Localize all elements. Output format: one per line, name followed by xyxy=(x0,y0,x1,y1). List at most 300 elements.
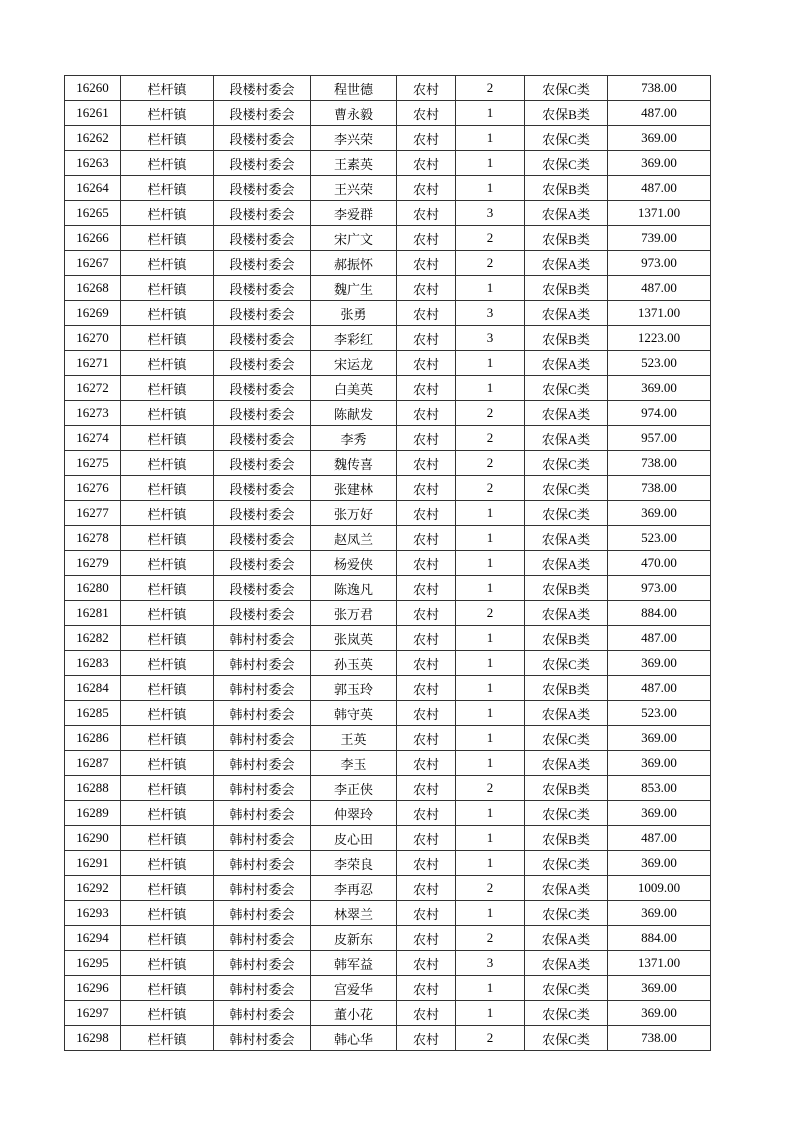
cell-count: 1 xyxy=(456,551,525,576)
table-row xyxy=(65,551,711,576)
cell-town: 栏杆镇 xyxy=(121,76,214,101)
cell-type: 农村 xyxy=(397,151,456,176)
cell-count: 1 xyxy=(456,151,525,176)
cell-count: 1 xyxy=(456,976,525,1001)
table-row xyxy=(65,226,711,251)
cell-town: 栏杆镇 xyxy=(121,176,214,201)
cell-id: 16283 xyxy=(65,651,121,676)
table-row xyxy=(65,301,711,326)
cell-count: 2 xyxy=(456,451,525,476)
cell-town: 栏杆镇 xyxy=(121,526,214,551)
cell-town: 栏杆镇 xyxy=(121,676,214,701)
cell-village: 段楼村委会 xyxy=(214,101,311,126)
cell-count: 1 xyxy=(456,826,525,851)
cell-type: 农村 xyxy=(397,926,456,951)
cell-id: 16267 xyxy=(65,251,121,276)
cell-id: 16286 xyxy=(65,726,121,751)
cell-type: 农村 xyxy=(397,76,456,101)
cell-category: 农保C类 xyxy=(525,376,608,401)
cell-count: 1 xyxy=(456,1001,525,1026)
cell-category: 农保A类 xyxy=(525,701,608,726)
cell-type: 农村 xyxy=(397,526,456,551)
cell-id: 16281 xyxy=(65,601,121,626)
cell-town: 栏杆镇 xyxy=(121,976,214,1001)
cell-name: 郝振怀 xyxy=(311,251,397,276)
cell-town: 栏杆镇 xyxy=(121,701,214,726)
cell-category: 农保B类 xyxy=(525,776,608,801)
cell-name: 杨爱侠 xyxy=(311,551,397,576)
cell-amount: 884.00 xyxy=(608,601,711,626)
table-row xyxy=(65,276,711,301)
cell-name: 李彩红 xyxy=(311,326,397,351)
cell-id: 16269 xyxy=(65,301,121,326)
cell-village: 段楼村委会 xyxy=(214,601,311,626)
cell-amount: 487.00 xyxy=(608,101,711,126)
cell-name: 陈逸凡 xyxy=(311,576,397,601)
cell-type: 农村 xyxy=(397,226,456,251)
cell-id: 16296 xyxy=(65,976,121,1001)
cell-id: 16282 xyxy=(65,626,121,651)
cell-name: 宋广文 xyxy=(311,226,397,251)
cell-category: 农保B类 xyxy=(525,101,608,126)
cell-village: 段楼村委会 xyxy=(214,526,311,551)
cell-category: 农保A类 xyxy=(525,351,608,376)
cell-village: 段楼村委会 xyxy=(214,551,311,576)
cell-name: 林翠兰 xyxy=(311,901,397,926)
cell-category: 农保B类 xyxy=(525,626,608,651)
cell-id: 16291 xyxy=(65,851,121,876)
cell-count: 1 xyxy=(456,751,525,776)
cell-amount: 739.00 xyxy=(608,226,711,251)
cell-village: 韩村村委会 xyxy=(214,1026,311,1051)
cell-category: 农保B类 xyxy=(525,226,608,251)
cell-id: 16295 xyxy=(65,951,121,976)
cell-name: 李再忍 xyxy=(311,876,397,901)
cell-id: 16293 xyxy=(65,901,121,926)
table-row xyxy=(65,576,711,601)
cell-type: 农村 xyxy=(397,551,456,576)
cell-count: 3 xyxy=(456,326,525,351)
cell-count: 3 xyxy=(456,201,525,226)
cell-village: 韩村村委会 xyxy=(214,926,311,951)
cell-count: 2 xyxy=(456,1026,525,1051)
cell-category: 农保B类 xyxy=(525,276,608,301)
cell-type: 农村 xyxy=(397,826,456,851)
cell-id: 16294 xyxy=(65,926,121,951)
cell-village: 韩村村委会 xyxy=(214,726,311,751)
cell-id: 16271 xyxy=(65,351,121,376)
table-row xyxy=(65,351,711,376)
cell-category: 农保A类 xyxy=(525,751,608,776)
cell-type: 农村 xyxy=(397,1001,456,1026)
cell-count: 1 xyxy=(456,676,525,701)
cell-id: 16287 xyxy=(65,751,121,776)
cell-name: 郭玉玲 xyxy=(311,676,397,701)
cell-type: 农村 xyxy=(397,101,456,126)
table-row xyxy=(65,251,711,276)
cell-amount: 369.00 xyxy=(608,901,711,926)
cell-category: 农保A类 xyxy=(525,601,608,626)
cell-village: 段楼村委会 xyxy=(214,351,311,376)
cell-category: 农保C类 xyxy=(525,901,608,926)
cell-name: 韩守英 xyxy=(311,701,397,726)
cell-town: 栏杆镇 xyxy=(121,476,214,501)
cell-village: 段楼村委会 xyxy=(214,576,311,601)
cell-amount: 470.00 xyxy=(608,551,711,576)
table-row xyxy=(65,426,711,451)
cell-village: 段楼村委会 xyxy=(214,301,311,326)
cell-type: 农村 xyxy=(397,601,456,626)
cell-type: 农村 xyxy=(397,426,456,451)
cell-amount: 1371.00 xyxy=(608,951,711,976)
cell-type: 农村 xyxy=(397,351,456,376)
cell-category: 农保C类 xyxy=(525,1026,608,1051)
cell-amount: 369.00 xyxy=(608,501,711,526)
cell-count: 2 xyxy=(456,426,525,451)
cell-type: 农村 xyxy=(397,626,456,651)
cell-type: 农村 xyxy=(397,376,456,401)
cell-type: 农村 xyxy=(397,901,456,926)
cell-name: 皮心田 xyxy=(311,826,397,851)
cell-count: 3 xyxy=(456,301,525,326)
table-row xyxy=(65,126,711,151)
table-row xyxy=(65,176,711,201)
table-row xyxy=(65,676,711,701)
table-row xyxy=(65,951,711,976)
cell-count: 1 xyxy=(456,851,525,876)
cell-town: 栏杆镇 xyxy=(121,426,214,451)
cell-category: 农保B类 xyxy=(525,576,608,601)
cell-count: 2 xyxy=(456,401,525,426)
cell-id: 16298 xyxy=(65,1026,121,1051)
cell-name: 韩军益 xyxy=(311,951,397,976)
cell-town: 栏杆镇 xyxy=(121,301,214,326)
cell-id: 16273 xyxy=(65,401,121,426)
cell-id: 16274 xyxy=(65,426,121,451)
cell-category: 农保C类 xyxy=(525,1001,608,1026)
cell-name: 程世德 xyxy=(311,76,397,101)
cell-amount: 973.00 xyxy=(608,251,711,276)
cell-town: 栏杆镇 xyxy=(121,376,214,401)
cell-amount: 369.00 xyxy=(608,801,711,826)
cell-category: 农保C类 xyxy=(525,851,608,876)
cell-category: 农保C类 xyxy=(525,801,608,826)
cell-id: 16262 xyxy=(65,126,121,151)
cell-amount: 1371.00 xyxy=(608,201,711,226)
cell-amount: 369.00 xyxy=(608,151,711,176)
cell-amount: 1009.00 xyxy=(608,876,711,901)
cell-name: 陈献发 xyxy=(311,401,397,426)
cell-category: 农保A类 xyxy=(525,926,608,951)
cell-count: 1 xyxy=(456,626,525,651)
cell-town: 栏杆镇 xyxy=(121,801,214,826)
cell-town: 栏杆镇 xyxy=(121,401,214,426)
table-row xyxy=(65,1026,711,1051)
cell-count: 1 xyxy=(456,376,525,401)
table-row xyxy=(65,476,711,501)
cell-town: 栏杆镇 xyxy=(121,126,214,151)
cell-category: 农保A类 xyxy=(525,401,608,426)
cell-village: 段楼村委会 xyxy=(214,376,311,401)
cell-id: 16272 xyxy=(65,376,121,401)
cell-category: 农保B类 xyxy=(525,176,608,201)
cell-category: 农保C类 xyxy=(525,726,608,751)
cell-count: 1 xyxy=(456,651,525,676)
cell-category: 农保A类 xyxy=(525,201,608,226)
cell-type: 农村 xyxy=(397,801,456,826)
cell-village: 韩村村委会 xyxy=(214,676,311,701)
table-row xyxy=(65,451,711,476)
cell-category: 农保B类 xyxy=(525,826,608,851)
cell-name: 皮新东 xyxy=(311,926,397,951)
cell-count: 1 xyxy=(456,726,525,751)
cell-name: 曹永毅 xyxy=(311,101,397,126)
cell-type: 农村 xyxy=(397,576,456,601)
cell-type: 农村 xyxy=(397,726,456,751)
cell-town: 栏杆镇 xyxy=(121,1001,214,1026)
cell-town: 栏杆镇 xyxy=(121,351,214,376)
cell-village: 段楼村委会 xyxy=(214,501,311,526)
cell-amount: 369.00 xyxy=(608,976,711,1001)
cell-count: 1 xyxy=(456,801,525,826)
cell-amount: 738.00 xyxy=(608,451,711,476)
table-row xyxy=(65,651,711,676)
cell-id: 16278 xyxy=(65,526,121,551)
cell-type: 农村 xyxy=(397,401,456,426)
cell-town: 栏杆镇 xyxy=(121,251,214,276)
cell-village: 段楼村委会 xyxy=(214,201,311,226)
cell-village: 段楼村委会 xyxy=(214,426,311,451)
cell-town: 栏杆镇 xyxy=(121,576,214,601)
cell-name: 魏传喜 xyxy=(311,451,397,476)
cell-id: 16261 xyxy=(65,101,121,126)
table-row xyxy=(65,501,711,526)
cell-amount: 738.00 xyxy=(608,76,711,101)
records-tbody xyxy=(65,76,711,1051)
cell-count: 1 xyxy=(456,351,525,376)
cell-name: 孙玉英 xyxy=(311,651,397,676)
table-row xyxy=(65,851,711,876)
cell-name: 张万君 xyxy=(311,601,397,626)
cell-town: 栏杆镇 xyxy=(121,851,214,876)
cell-village: 段楼村委会 xyxy=(214,251,311,276)
cell-name: 赵凤兰 xyxy=(311,526,397,551)
cell-village: 韩村村委会 xyxy=(214,1001,311,1026)
cell-village: 韩村村委会 xyxy=(214,801,311,826)
cell-town: 栏杆镇 xyxy=(121,151,214,176)
table-row xyxy=(65,101,711,126)
cell-type: 农村 xyxy=(397,701,456,726)
cell-town: 栏杆镇 xyxy=(121,776,214,801)
cell-id: 16292 xyxy=(65,876,121,901)
cell-id: 16288 xyxy=(65,776,121,801)
cell-village: 段楼村委会 xyxy=(214,76,311,101)
cell-amount: 974.00 xyxy=(608,401,711,426)
cell-amount: 487.00 xyxy=(608,176,711,201)
cell-village: 韩村村委会 xyxy=(214,826,311,851)
table-row xyxy=(65,776,711,801)
table-row xyxy=(65,601,711,626)
cell-id: 16297 xyxy=(65,1001,121,1026)
cell-type: 农村 xyxy=(397,1026,456,1051)
cell-name: 仲翠玲 xyxy=(311,801,397,826)
cell-category: 农保C类 xyxy=(525,76,608,101)
cell-town: 栏杆镇 xyxy=(121,501,214,526)
cell-amount: 957.00 xyxy=(608,426,711,451)
cell-village: 段楼村委会 xyxy=(214,226,311,251)
cell-name: 王素英 xyxy=(311,151,397,176)
cell-village: 韩村村委会 xyxy=(214,651,311,676)
cell-amount: 1223.00 xyxy=(608,326,711,351)
cell-category: 农保C类 xyxy=(525,651,608,676)
cell-type: 农村 xyxy=(397,751,456,776)
cell-id: 16266 xyxy=(65,226,121,251)
cell-amount: 738.00 xyxy=(608,1026,711,1051)
cell-amount: 523.00 xyxy=(608,351,711,376)
cell-type: 农村 xyxy=(397,951,456,976)
table-row xyxy=(65,701,711,726)
cell-count: 1 xyxy=(456,101,525,126)
table-row xyxy=(65,526,711,551)
cell-type: 农村 xyxy=(397,276,456,301)
cell-id: 16268 xyxy=(65,276,121,301)
cell-count: 1 xyxy=(456,901,525,926)
cell-count: 2 xyxy=(456,876,525,901)
cell-village: 韩村村委会 xyxy=(214,876,311,901)
cell-amount: 523.00 xyxy=(608,701,711,726)
cell-count: 1 xyxy=(456,526,525,551)
cell-id: 16275 xyxy=(65,451,121,476)
cell-name: 李兴荣 xyxy=(311,126,397,151)
cell-village: 段楼村委会 xyxy=(214,451,311,476)
cell-id: 16270 xyxy=(65,326,121,351)
cell-village: 韩村村委会 xyxy=(214,751,311,776)
cell-type: 农村 xyxy=(397,651,456,676)
cell-count: 2 xyxy=(456,776,525,801)
cell-category: 农保A类 xyxy=(525,876,608,901)
cell-town: 栏杆镇 xyxy=(121,651,214,676)
cell-category: 农保C类 xyxy=(525,476,608,501)
cell-id: 16265 xyxy=(65,201,121,226)
cell-village: 韩村村委会 xyxy=(214,701,311,726)
cell-category: 农保B类 xyxy=(525,676,608,701)
cell-name: 李玉 xyxy=(311,751,397,776)
cell-category: 农保C类 xyxy=(525,501,608,526)
cell-id: 16260 xyxy=(65,76,121,101)
cell-type: 农村 xyxy=(397,251,456,276)
records-table xyxy=(64,75,711,1051)
table-row xyxy=(65,876,711,901)
cell-count: 2 xyxy=(456,76,525,101)
cell-count: 1 xyxy=(456,576,525,601)
cell-type: 农村 xyxy=(397,851,456,876)
cell-category: 农保B类 xyxy=(525,326,608,351)
cell-type: 农村 xyxy=(397,326,456,351)
cell-amount: 487.00 xyxy=(608,826,711,851)
cell-type: 农村 xyxy=(397,501,456,526)
table-row xyxy=(65,76,711,101)
cell-name: 宫爱华 xyxy=(311,976,397,1001)
cell-town: 栏杆镇 xyxy=(121,726,214,751)
cell-name: 魏广生 xyxy=(311,276,397,301)
cell-amount: 487.00 xyxy=(608,676,711,701)
cell-town: 栏杆镇 xyxy=(121,926,214,951)
cell-category: 农保A类 xyxy=(525,551,608,576)
cell-village: 段楼村委会 xyxy=(214,126,311,151)
cell-town: 栏杆镇 xyxy=(121,951,214,976)
cell-village: 韩村村委会 xyxy=(214,776,311,801)
cell-amount: 884.00 xyxy=(608,926,711,951)
cell-type: 农村 xyxy=(397,451,456,476)
cell-type: 农村 xyxy=(397,126,456,151)
cell-town: 栏杆镇 xyxy=(121,601,214,626)
cell-type: 农村 xyxy=(397,201,456,226)
table-row xyxy=(65,151,711,176)
cell-amount: 369.00 xyxy=(608,126,711,151)
cell-type: 农村 xyxy=(397,476,456,501)
cell-amount: 487.00 xyxy=(608,276,711,301)
cell-village: 韩村村委会 xyxy=(214,626,311,651)
cell-name: 李正侠 xyxy=(311,776,397,801)
cell-type: 农村 xyxy=(397,876,456,901)
cell-count: 2 xyxy=(456,601,525,626)
cell-name: 董小花 xyxy=(311,1001,397,1026)
cell-village: 段楼村委会 xyxy=(214,176,311,201)
cell-village: 韩村村委会 xyxy=(214,976,311,1001)
cell-id: 16284 xyxy=(65,676,121,701)
cell-town: 栏杆镇 xyxy=(121,451,214,476)
cell-id: 16290 xyxy=(65,826,121,851)
cell-count: 2 xyxy=(456,926,525,951)
cell-type: 农村 xyxy=(397,976,456,1001)
table-row xyxy=(65,726,711,751)
cell-category: 农保C类 xyxy=(525,451,608,476)
table-row xyxy=(65,376,711,401)
cell-id: 16289 xyxy=(65,801,121,826)
cell-count: 1 xyxy=(456,126,525,151)
cell-name: 李秀 xyxy=(311,426,397,451)
table-row xyxy=(65,1001,711,1026)
cell-amount: 369.00 xyxy=(608,851,711,876)
cell-amount: 369.00 xyxy=(608,726,711,751)
cell-name: 韩心华 xyxy=(311,1026,397,1051)
cell-id: 16279 xyxy=(65,551,121,576)
cell-town: 栏杆镇 xyxy=(121,226,214,251)
cell-town: 栏杆镇 xyxy=(121,901,214,926)
cell-village: 段楼村委会 xyxy=(214,276,311,301)
cell-name: 张建林 xyxy=(311,476,397,501)
table-row xyxy=(65,901,711,926)
cell-town: 栏杆镇 xyxy=(121,626,214,651)
table-row xyxy=(65,626,711,651)
cell-count: 1 xyxy=(456,176,525,201)
cell-category: 农保A类 xyxy=(525,426,608,451)
cell-amount: 369.00 xyxy=(608,1001,711,1026)
table-row xyxy=(65,401,711,426)
cell-count: 1 xyxy=(456,701,525,726)
cell-amount: 1371.00 xyxy=(608,301,711,326)
table-row xyxy=(65,751,711,776)
cell-count: 1 xyxy=(456,276,525,301)
cell-id: 16276 xyxy=(65,476,121,501)
cell-town: 栏杆镇 xyxy=(121,276,214,301)
cell-category: 农保C类 xyxy=(525,976,608,1001)
cell-category: 农保A类 xyxy=(525,301,608,326)
table-row xyxy=(65,826,711,851)
cell-town: 栏杆镇 xyxy=(121,751,214,776)
cell-id: 16280 xyxy=(65,576,121,601)
cell-type: 农村 xyxy=(397,176,456,201)
